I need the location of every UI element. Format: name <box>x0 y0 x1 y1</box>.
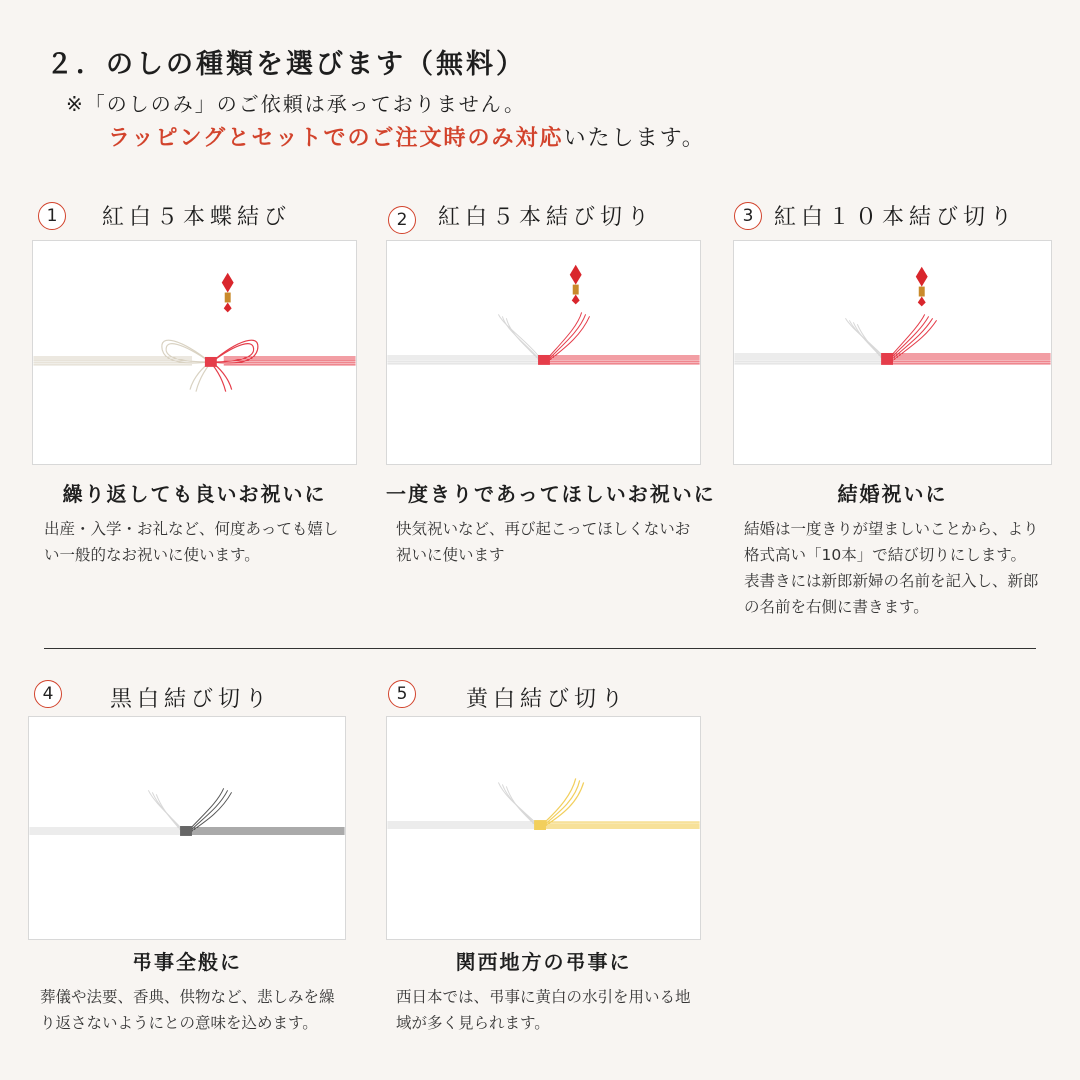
option-title: 黒白結び切り <box>110 687 273 712</box>
option-number-badge: 3 <box>734 202 762 230</box>
note-not-accepted: ※「のしのみ」のご依頼は承っておりません。 <box>66 92 526 116</box>
note-rest: いたします。 <box>563 126 706 151</box>
option-subtitle: 弔事全般に <box>132 950 242 974</box>
noshi-image-bow-red-white <box>32 240 357 465</box>
page-title: ２．のしの種類を選びます（無料） <box>46 49 526 80</box>
option-description: 西日本では、弔事に黄白の水引を用いる地域が多く見られます。 <box>396 988 691 1032</box>
option-number-badge: 4 <box>34 680 62 708</box>
option-title: 紅白５本蝶結び <box>102 205 292 230</box>
option-number-badge: 2 <box>388 206 416 234</box>
noshi-image-knot-yellow-white <box>386 716 701 940</box>
option-description: 快気祝いなど、再び起こってほしくないお祝いに使います <box>396 520 691 564</box>
option-description: 出産・入学・お礼など、何度あっても嬉しい一般的なお祝いに使います。 <box>44 520 339 564</box>
option-subtitle: 繰り返しても良いお祝いに <box>62 482 327 506</box>
option-title: 紅白５本結び切り <box>438 205 655 230</box>
option-subtitle: 関西地方の弔事に <box>455 950 632 974</box>
option-subtitle: 一度きりであってほしいお祝いに <box>386 482 716 506</box>
option-number-badge: 5 <box>388 680 416 708</box>
noshi-image-knot-black-white <box>28 716 346 940</box>
note-highlight: ラッピングとセットでのご注文時のみ対応 <box>108 126 564 151</box>
option-subtitle: 結婚祝いに <box>837 482 948 506</box>
option-title: 黄白結び切り <box>466 687 629 712</box>
option-description: 結婚は一度きりが望ましいことから、より格式高い「10本」で結び切りにします。 表書きには新郎新婦の名前を記入し、新郎の名前を右側に書きます。 <box>744 520 1039 616</box>
note-wrapping-only <box>108 121 706 152</box>
noshi-image-knot-red-white-10 <box>733 240 1052 465</box>
option-description: 葬儀や法要、香典、供物など、悲しみを繰り返さないようにとの意味を込めます。 <box>40 988 335 1032</box>
noshi-image-knot-red-white-5 <box>386 240 701 465</box>
option-title: 紅白１０本結び切り <box>774 205 1018 230</box>
option-number-badge: 1 <box>38 202 66 230</box>
section-divider <box>44 648 1036 649</box>
